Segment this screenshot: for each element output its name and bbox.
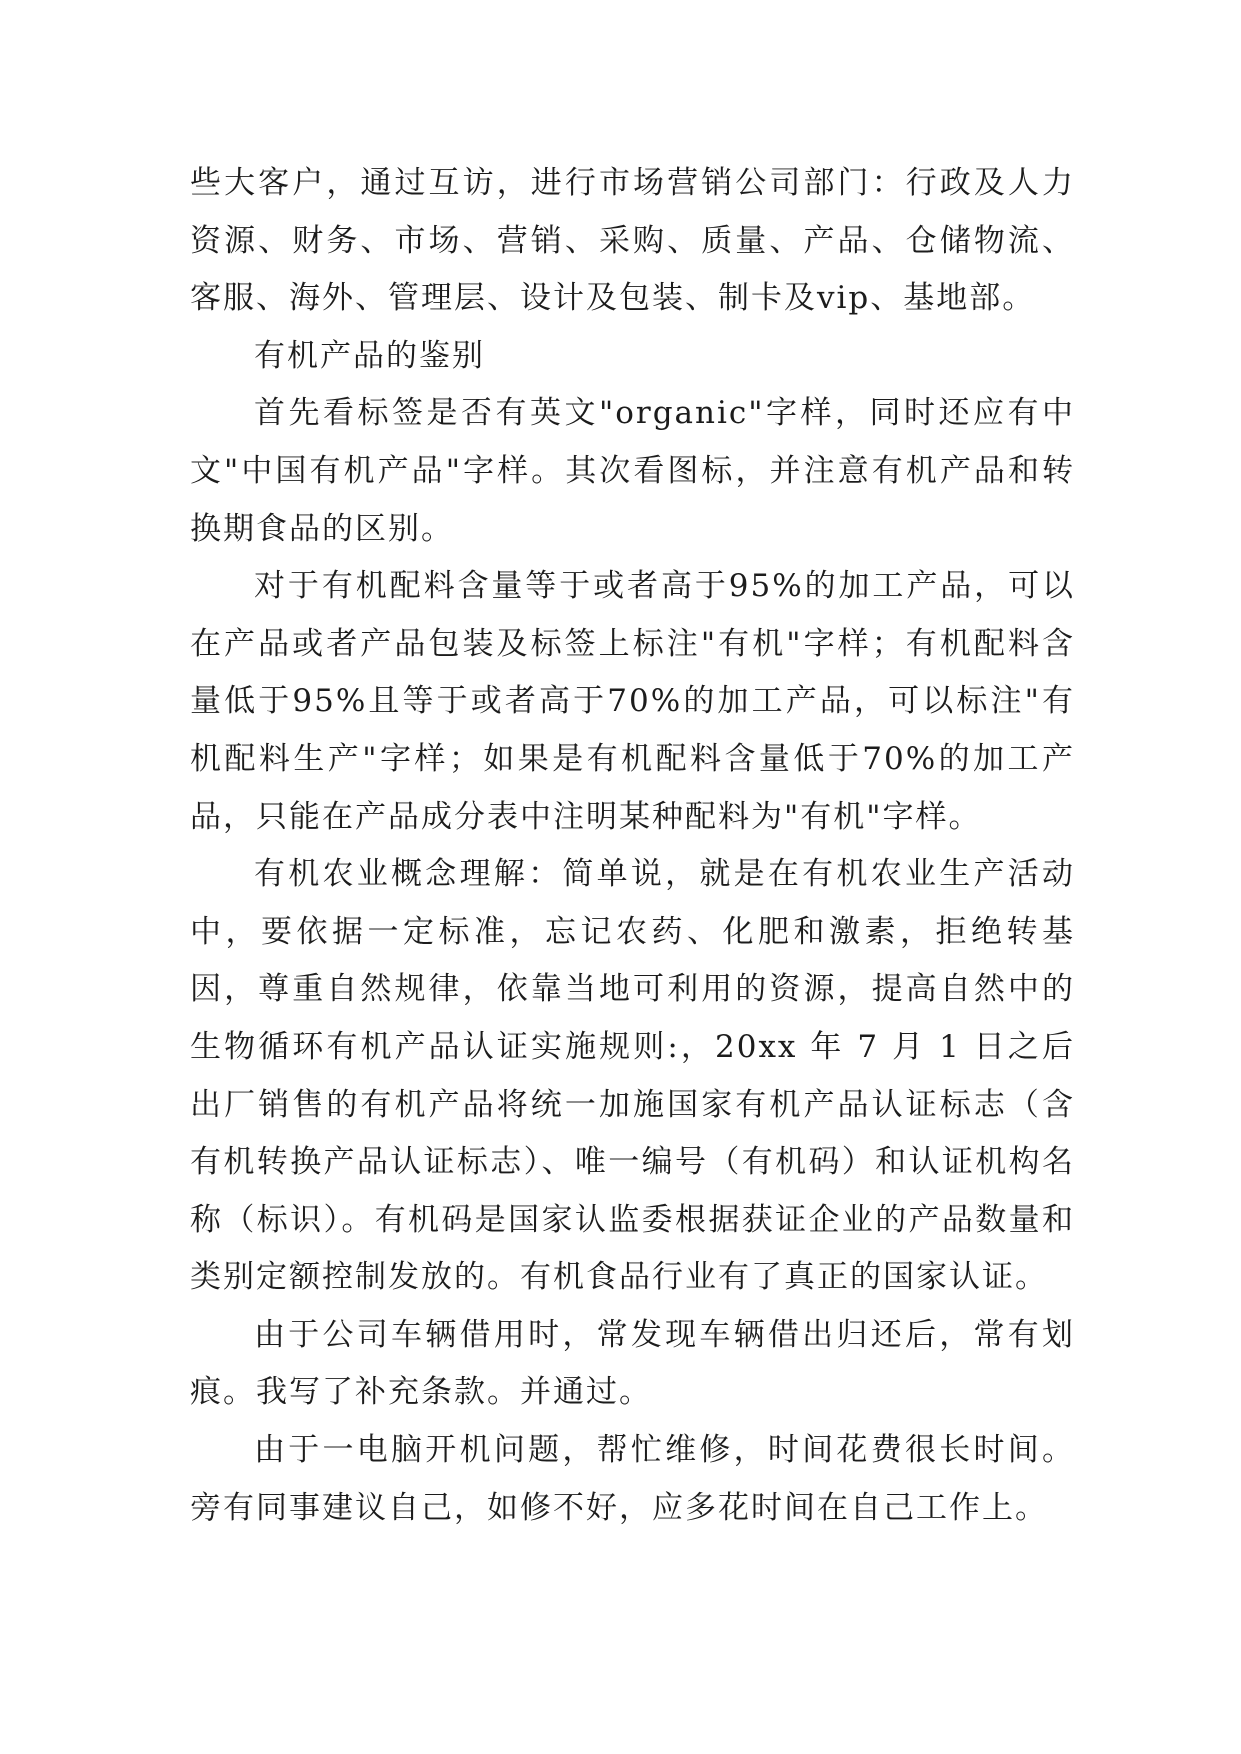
section-heading: 有机产品的鉴别	[254, 337, 485, 374]
paragraph-vehicle-clause: 由于公司车辆借用时，常发现车辆借出归还后，常有划痕。我写了补充条款。并通过。	[190, 1316, 1075, 1411]
paragraph-organic-concept: 有机农业概念理解：简单说，就是在有机农业生产活动中，要依据一定标准，忘记农药、化肥和激素，拒绝转基因，尊重自然规律，依靠当地可利用的资源，提高自然中的生物循环有机产品认证实施规则:，20xx 年 7 月 1 日之后出厂销售的有机产品将统一加施国家有机产品认证标志（含有机转换产品认证标志）、唯一编号（有机码）和认证机构名称（标识）。有机码是国家认监委根据获证企业的产品数量和类别定额控制发放的。有机食品行业有了真正的国家认证。	[190, 856, 1075, 1296]
paragraph-organic-ratio: 对于有机配料含量等于或者高于95%的加工产品，可以在产品或者产品包装及标签上标注"有机"字样；有机配料含量低于95%且等于或者高于70%的加工产品，可以标注"有机配料生产"字样；如果是有机配料含量低于70%的加工产品，只能在产品成分表中注明某种配料为"有机"字样。	[190, 568, 1075, 835]
document-body	[190, 155, 1075, 1537]
paragraph-continuation: 些大客户，通过互访，进行市场营销公司部门：行政及人力资源、财务、市场、营销、采购、质量、产品、仓储物流、客服、海外、管理层、设计及包装、制卡及vip、基地部。	[190, 165, 1075, 317]
paragraph-computer-repair: 由于一电脑开机问题，帮忙维修，时间花费很长时间。旁有同事建议自己，如修不好，应多花时间在自己工作上。	[190, 1432, 1075, 1526]
paragraph-organic-label: 首先看标签是否有英文"organic"字样，同时还应有中文"中国有机产品"字样。其次看图标，并注意有机产品和转换期食品的区别。	[190, 395, 1075, 547]
